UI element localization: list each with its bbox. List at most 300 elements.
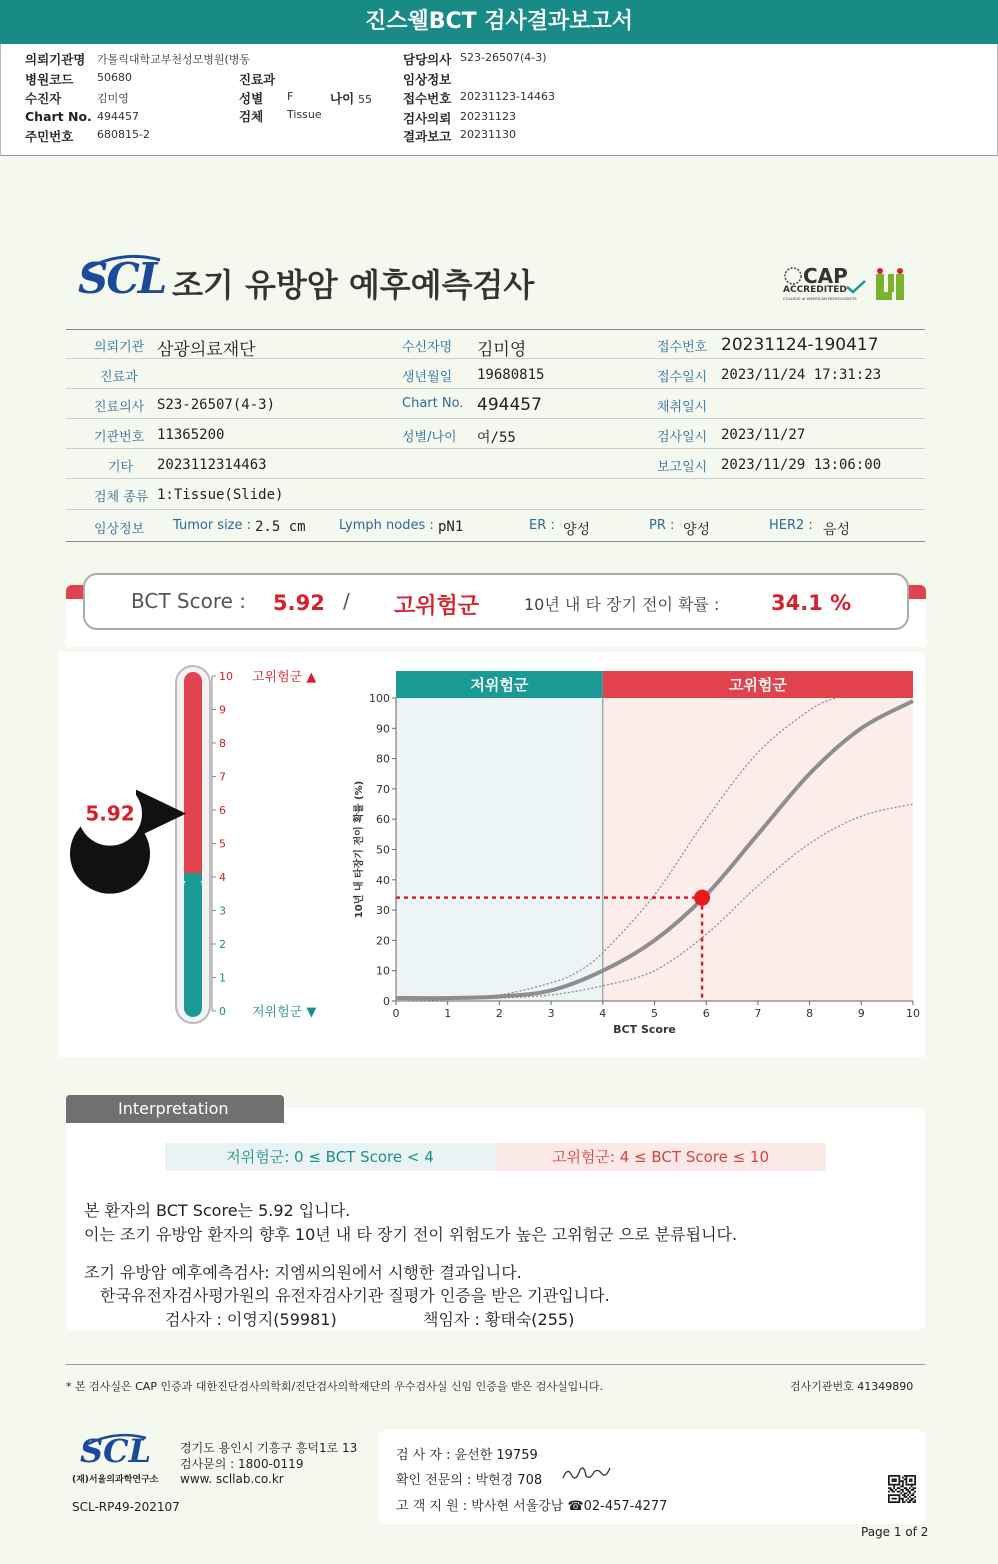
patient-field-label: 진료과 [100, 370, 138, 385]
score-separator: / [343, 589, 350, 613]
header-field-value: 김미영 [97, 92, 129, 105]
qr-module [909, 1500, 911, 1502]
qr-module [895, 1479, 897, 1481]
qr-module [895, 1475, 897, 1477]
qr-module [892, 1501, 894, 1503]
footer-address: 경기도 용인시 기흥구 흥덕1로 13 [180, 1441, 358, 1455]
lymph-value: pN1 [438, 519, 464, 535]
region-bg [396, 698, 603, 1001]
header-field-value: 20231123-14463 [460, 90, 555, 103]
qr-module [888, 1500, 890, 1502]
qr-module [902, 1500, 904, 1502]
patient-field-label: Chart No. [402, 396, 464, 411]
patient-field-label: 생년월일 [402, 370, 453, 385]
qr-module [907, 1494, 909, 1496]
qr-module [888, 1479, 890, 1481]
qr-module [902, 1486, 904, 1488]
x-tick-label: 3 [547, 1007, 555, 1020]
qr-module [893, 1480, 895, 1482]
header-field-label: 담당의사 [403, 52, 452, 67]
header-field-right-2 [403, 89, 451, 107]
y-tick-label: 0 [383, 995, 390, 1008]
qr-module [895, 1494, 897, 1496]
qr-module [899, 1498, 901, 1500]
qr-module [888, 1494, 890, 1496]
patient-field-label: 수신자명 [402, 340, 453, 355]
qr-module [897, 1487, 899, 1489]
qr-module [890, 1501, 892, 1503]
qr-module [909, 1501, 911, 1503]
qr-module [909, 1487, 911, 1489]
scl-logo-swoosh-icon [78, 252, 168, 272]
patient-field-value: 20231124-190417 [721, 335, 879, 355]
header-field-right-4 [403, 127, 451, 145]
x-tick-label: 4 [599, 1007, 607, 1020]
qr-module [914, 1484, 916, 1486]
header-field-value: F [287, 90, 294, 103]
region-label: 저위험군 [470, 676, 529, 694]
patient-field-label: 기타 [108, 460, 134, 475]
qr-module [902, 1482, 904, 1484]
header-field-right-3 [403, 109, 451, 127]
tumor-value: 2.5 cm [255, 519, 306, 535]
qr-module [913, 1487, 915, 1489]
qr-module [890, 1487, 892, 1489]
page-number: Page 1 of 2 [861, 1525, 929, 1539]
qr-module [897, 1475, 899, 1477]
patient-field-label: 성별/나이 [402, 430, 457, 445]
qr-module [902, 1484, 904, 1486]
qr-module [888, 1477, 890, 1479]
header-field-label: 접수번호 [403, 91, 452, 106]
x-tick-label: 2 [495, 1007, 503, 1020]
y-tick-label: 70 [376, 782, 390, 796]
gauge-low-fill-join [184, 873, 202, 881]
high-risk-legend: 고위험군: 4 ≤ BCT Score ≤ 10 [495, 1143, 826, 1171]
qr-module [900, 1489, 902, 1491]
qr-module [902, 1491, 904, 1493]
qr-module [914, 1487, 916, 1489]
header-info-panel [0, 44, 998, 156]
qr-module [913, 1493, 915, 1495]
footer-logo-swoosh-icon [80, 1432, 152, 1446]
gauge-tick-label: 8 [219, 737, 226, 750]
qr-module [895, 1480, 897, 1482]
gauge-high-fill-join [184, 869, 202, 873]
header-field-label: 검체 [239, 109, 264, 124]
qr-module [895, 1484, 897, 1486]
qr-module [893, 1479, 895, 1481]
qr-module [899, 1496, 901, 1498]
patient-field-value: 494457 [477, 395, 542, 415]
qr-module [906, 1487, 908, 1489]
x-tick-label: 5 [651, 1007, 658, 1020]
qr-module [902, 1480, 904, 1482]
patient-field-label: 채취일시 [657, 400, 708, 415]
qr-module [900, 1480, 902, 1482]
qr-module [904, 1487, 906, 1489]
header-field-value: 20231130 [460, 128, 516, 141]
gauge-pointer-value: 5.92 [85, 801, 135, 826]
clinical-label: 임상정보 [94, 522, 145, 537]
report-header-title: 진스웰BCT 검사결과보고서 [0, 0, 998, 44]
cap-sub: ACCREDITED [783, 285, 847, 295]
qr-module [914, 1477, 916, 1479]
age-value: 55 [357, 93, 372, 106]
qr-module [899, 1475, 901, 1477]
qr-module [888, 1496, 890, 1498]
header-field-left-0 [25, 50, 85, 68]
header-field-left-3 [25, 109, 92, 124]
bct-score-label: BCT Score : [131, 589, 247, 613]
lymph-label: Lymph nodes : [339, 518, 434, 533]
qr-module [899, 1480, 901, 1482]
specimen-label: 검체 종류 [94, 490, 149, 505]
qr-module [906, 1500, 908, 1502]
x-tick-label: 0 [392, 1007, 400, 1020]
patient-field-value: 2023/11/24 17:31:23 [721, 367, 882, 383]
header-field-label: 진료과 [239, 72, 276, 87]
y-axis-title: 10년 내 타장기 전이 확률 (%) [354, 780, 365, 919]
qr-module [892, 1491, 894, 1493]
y-tick-label: 60 [376, 813, 390, 827]
qr-module [897, 1494, 899, 1496]
er-label: ER : [529, 518, 555, 533]
cap-small: COLLEGE of AMERICAN PATHOLOGISTS [783, 296, 857, 301]
qr-module [904, 1475, 906, 1477]
pr-value: 양성 [683, 522, 711, 538]
qr-module [890, 1489, 892, 1491]
header-field-right-0 [403, 50, 451, 68]
qr-module [906, 1484, 908, 1486]
patient-field-value: 11365200 [157, 427, 225, 443]
gauge-low-fill [184, 877, 202, 1017]
header-field-label: Chart No. [25, 109, 92, 124]
specimen-row [66, 479, 925, 510]
x-tick-label: 1 [444, 1007, 452, 1020]
qr-module [892, 1479, 894, 1481]
patient-field-value: 삼광의료재단 [157, 340, 256, 360]
qr-module [893, 1498, 895, 1500]
checkmark-icon [845, 280, 867, 294]
qr-module [911, 1475, 913, 1477]
er-value: 양성 [563, 522, 591, 538]
her2-value: 음성 [823, 522, 851, 538]
header-field-value: 가톨릭대학교부천성모병원(병동 [97, 53, 251, 66]
qr-module [899, 1501, 901, 1503]
interp-line-1: 본 환자의 BCT Score는 5.92 입니다. [84, 1201, 351, 1220]
qr-module [914, 1500, 916, 1502]
qr-module [893, 1475, 895, 1477]
qr-module [888, 1482, 890, 1484]
footer-divider [66, 1364, 925, 1365]
qr-code-icon [887, 1474, 917, 1504]
qr-module [893, 1487, 895, 1489]
clinical-row [66, 510, 925, 542]
y-tick-label: 100 [369, 692, 390, 705]
qr-module [906, 1479, 908, 1481]
interp-examiner: 검사자 : 이영지(59981) [165, 1310, 337, 1329]
qr-module [888, 1480, 890, 1482]
x-tick-label: 7 [754, 1007, 762, 1020]
cap-accredited-logo [783, 266, 865, 304]
qr-module [913, 1489, 915, 1491]
form-code: SCL-RP49-202107 [72, 1500, 180, 1514]
qr-module [893, 1491, 895, 1493]
patient-row [66, 419, 925, 449]
qr-module [911, 1484, 913, 1486]
bct-score-value: 5.92 [273, 591, 325, 615]
qr-module [892, 1494, 894, 1496]
metastasis-prob-label: 10년 내 타 장기 전이 확률 : [524, 595, 720, 614]
x-tick-label: 6 [702, 1007, 710, 1020]
specimen-value: 1:Tissue(Slide) [157, 487, 284, 503]
footer-specialist: 확인 전문의 : 박현경 708 [396, 1473, 543, 1488]
qr-module [907, 1491, 909, 1493]
qr-module [899, 1479, 901, 1481]
qr-module [914, 1479, 916, 1481]
qr-module [900, 1493, 902, 1495]
y-tick-label: 40 [376, 873, 390, 887]
header-field-label: 병원코드 [25, 72, 74, 87]
header-field-left-1 [25, 70, 73, 88]
y-tick-label: 50 [376, 843, 390, 857]
footer-logo-sub: (재)서울의과학연구소 [72, 1475, 159, 1485]
qr-module [897, 1484, 899, 1486]
patient-field-label: 기관번호 [94, 430, 145, 445]
gauge-tick-label: 2 [219, 938, 226, 951]
qr-module [914, 1501, 916, 1503]
qr-module [888, 1487, 890, 1489]
qr-module [904, 1479, 906, 1481]
footer-inquiry: 검사문의 : 1800-0119 [180, 1457, 304, 1471]
gauge-tick-label: 10 [219, 670, 233, 683]
qr-module [909, 1484, 911, 1486]
header-field-label: 수진자 [25, 91, 62, 106]
metastasis-prob-value: 34.1 % [771, 591, 852, 615]
qr-module [907, 1489, 909, 1491]
qr-module [914, 1482, 916, 1484]
qr-module [893, 1494, 895, 1496]
qr-module [899, 1484, 901, 1486]
header-field-left-2 [25, 89, 61, 107]
qr-module [890, 1494, 892, 1496]
qr-module [899, 1477, 901, 1479]
y-tick-label: 30 [376, 904, 390, 918]
qr-module [900, 1498, 902, 1500]
qr-module [911, 1498, 913, 1500]
patient-field-value: 2023112314463 [157, 457, 267, 473]
qr-module [906, 1493, 908, 1495]
score-visualization [58, 652, 925, 1057]
qr-module [892, 1489, 894, 1491]
qr-module [888, 1484, 890, 1486]
y-tick-label: 80 [376, 752, 390, 766]
qr-module [892, 1480, 894, 1482]
gauge-tick-label: 7 [219, 770, 226, 784]
patient-row [66, 389, 925, 419]
gauge-tick-label: 6 [219, 804, 226, 817]
header-field-label: 주민번호 [25, 129, 74, 144]
qr-module [911, 1500, 913, 1502]
qr-module [913, 1498, 915, 1500]
x-tick-label: 9 [857, 1007, 865, 1020]
qr-module [913, 1494, 915, 1496]
y-tick-label: 10 [376, 964, 390, 978]
qr-module [911, 1494, 913, 1496]
header-field-value: 20231123 [460, 110, 516, 123]
y-tick-label: 90 [376, 722, 390, 736]
qr-module [911, 1479, 913, 1481]
cap-text: CAP [803, 264, 848, 288]
header-field-mid-0 [239, 70, 275, 88]
header-field-value: S23-26507(4-3) [460, 51, 547, 64]
qr-module [907, 1501, 909, 1503]
qr-module [906, 1475, 908, 1477]
qr-module [914, 1480, 916, 1482]
risk-curve-chart [352, 671, 920, 1036]
qr-module [892, 1484, 894, 1486]
qr-module [906, 1489, 908, 1491]
qr-module [899, 1491, 901, 1493]
qr-module [904, 1493, 906, 1495]
qr-module [909, 1479, 911, 1481]
header-field-value: 680815-2 [97, 128, 150, 141]
patient-field-label: 의뢰기관 [94, 340, 145, 355]
pr-label: PR : [649, 518, 675, 533]
qr-module [904, 1496, 906, 1498]
qr-module [890, 1484, 892, 1486]
qr-module [900, 1486, 902, 1488]
qr-module [907, 1498, 909, 1500]
scl-logo: SCL [78, 254, 166, 303]
footer-note: * 본 검사실은 CAP 인증과 대한진단검사의학회/진단검사의학재단의 우수검사실 신임 인증을 받은 검사실입니다. [66, 1380, 604, 1393]
header-field-label: 검사의뢰 [403, 111, 452, 126]
patient-row [66, 329, 925, 359]
patient-field-label: 보고일시 [657, 460, 708, 475]
qr-module [904, 1501, 906, 1503]
qr-module [911, 1486, 913, 1488]
patient-field-label: 접수번호 [657, 340, 708, 355]
qr-module [913, 1475, 915, 1477]
y-tick-label: 20 [376, 934, 390, 948]
qr-module [911, 1480, 913, 1482]
risk-group-value: 고위험군 [394, 594, 480, 619]
qr-module [914, 1475, 916, 1477]
header-field-value: 494457 [97, 110, 139, 123]
patient-field-value: 여/55 [477, 430, 516, 446]
gauge-tick-label: 5 [219, 837, 226, 851]
header-field-right-1 [403, 70, 451, 88]
report-title: 조기 유방암 예후예측검사 [172, 266, 535, 304]
patient-field-value: 2023/11/27 [721, 427, 806, 443]
footer-support: 고 객 지 원 : 박사현 서울강남 ☎02-457-4277 [396, 1499, 668, 1514]
qr-module [914, 1491, 916, 1493]
header-field-value: Tissue [287, 108, 322, 121]
qr-module [914, 1496, 916, 1498]
patient-row [66, 449, 925, 479]
x-tick-label: 10 [906, 1007, 920, 1020]
qr-module [895, 1489, 897, 1491]
interp-line-4: 한국유전자검사평가원의 유전자검사기관 질평가 인증을 받은 기관입니다. [100, 1286, 610, 1305]
qr-module [893, 1484, 895, 1486]
her2-label: HER2 : [769, 518, 813, 533]
score-summary-box [83, 573, 909, 630]
qr-module [909, 1496, 911, 1498]
qr-module [906, 1480, 908, 1482]
qr-module [913, 1484, 915, 1486]
gauge-high-fill [184, 672, 202, 877]
qr-module [906, 1482, 908, 1484]
header-field-left-4 [25, 127, 73, 145]
qr-module [902, 1494, 904, 1496]
footer-scl-logo: SCL [80, 1432, 152, 1470]
qr-module [892, 1498, 894, 1500]
signature-icon [560, 1462, 612, 1486]
gauge-tick-label: 3 [219, 904, 226, 918]
age-label: 나이 [330, 91, 355, 106]
qr-module [911, 1489, 913, 1491]
patient-field-value: 김미영 [477, 340, 527, 360]
footer-web: www. scllab.co.kr [180, 1472, 284, 1486]
footer-examiner: 검 사 자 : 윤선한 19759 [396, 1448, 538, 1463]
header-field-label: 의뢰기관명 [25, 52, 86, 67]
patient-field-label: 검사일시 [657, 430, 708, 445]
qr-module [907, 1475, 909, 1477]
x-tick-label: 8 [806, 1007, 814, 1020]
header-field-label: 성별 [239, 91, 264, 106]
qr-module [893, 1486, 895, 1488]
qr-module [909, 1475, 911, 1477]
qr-module [907, 1484, 909, 1486]
patient-field-label: 진료의사 [94, 400, 145, 415]
qr-module [909, 1491, 911, 1493]
gauge-low-label: 저위험군 ▼ [252, 1005, 317, 1020]
gauge-tick-label: 4 [219, 871, 226, 884]
patient-field-value: S23-26507(4-3) [157, 397, 276, 413]
qr-module [888, 1501, 890, 1503]
qr-module [899, 1482, 901, 1484]
header-field-mid-1 [239, 89, 263, 107]
tumor-label: Tumor size : [173, 518, 252, 533]
gauge-high-label: 고위험군 ▲ [252, 670, 317, 685]
interp-line-2: 이는 조기 유방암 환자의 향후 10년 내 타 장기 전이 위험도가 높은 고위험군 으로 분류됩니다. [84, 1225, 738, 1244]
qr-module [909, 1480, 911, 1482]
qr-module [890, 1475, 892, 1477]
header-field-label: 결과보고 [403, 129, 452, 144]
qr-module [888, 1475, 890, 1477]
cap-globe-icon [783, 266, 803, 286]
region-bg [603, 698, 913, 1001]
qr-module [902, 1501, 904, 1503]
qr-module [902, 1498, 904, 1500]
gauge-tick-label: 1 [219, 971, 226, 985]
gauge-tick-label: 9 [219, 703, 226, 717]
header-field-mid-2 [239, 107, 263, 125]
qr-module [899, 1494, 901, 1496]
interpretation-tab: Interpretation [66, 1095, 284, 1123]
qr-module [897, 1501, 899, 1503]
patient-field-value: 19680815 [477, 367, 545, 383]
qr-module [897, 1491, 899, 1493]
qr-module [888, 1498, 890, 1500]
qr-module [913, 1501, 915, 1503]
qr-module [906, 1496, 908, 1498]
marker-point [694, 890, 710, 906]
bct-gauge [70, 666, 316, 1023]
qr-module [899, 1500, 901, 1502]
qr-module [895, 1498, 897, 1500]
